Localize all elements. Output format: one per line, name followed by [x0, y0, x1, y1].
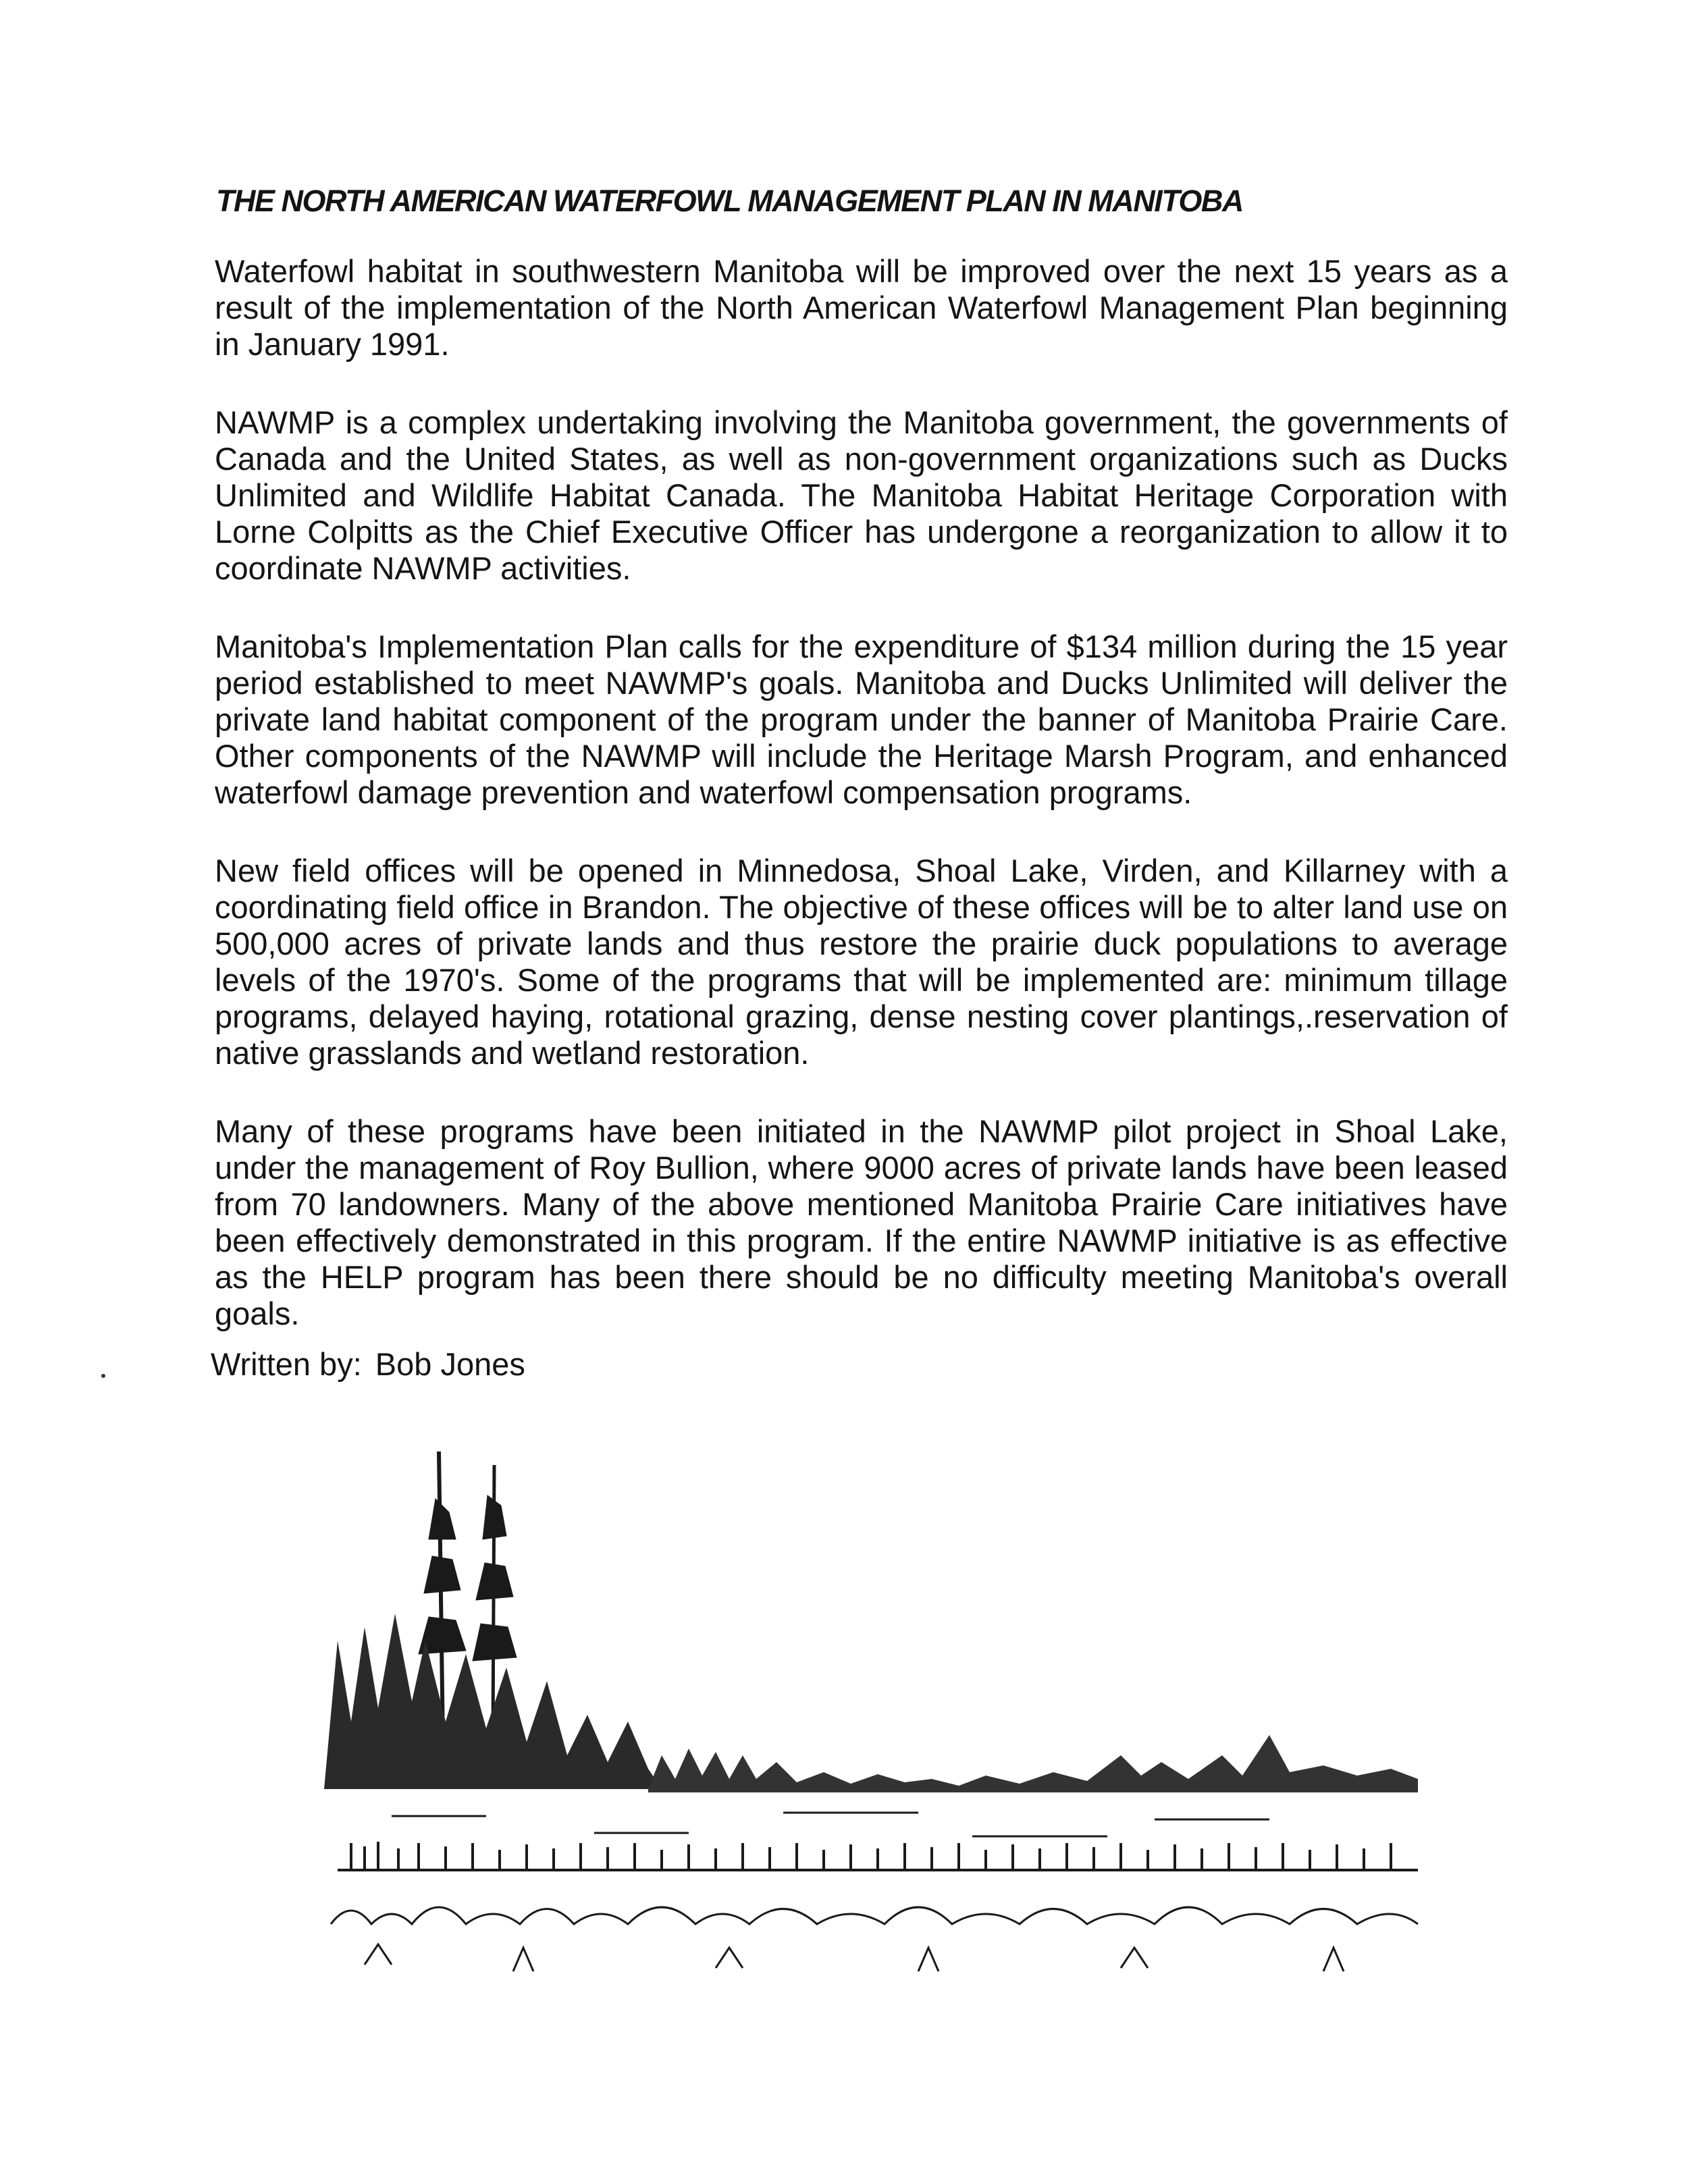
document-title: THE NORTH AMERICAN WATERFOWL MANAGEMENT PLAN IN MANITOBA: [216, 184, 1243, 218]
document-body: [215, 253, 1508, 1374]
marsh-illustration: [311, 1438, 1445, 1992]
paragraph-1: Waterfowl habitat in southwestern Manitoba will be improved over the next 15 years as a result of the implementation of the North American Waterfowl Management Plan beginning in January 1991.: [215, 253, 1508, 362]
horizon-treeline: [648, 1735, 1418, 1792]
paragraph-4: New field offices will be opened in Minnedosa, Shoal Lake, Virden, and Killarney with a coordinating field office in Brandon. The objective of these offices will be to alter land use on 500,000 acres of private lands and thus restore the prairie duck populations to average levels of the 1970's. Some of the programs that will be implemented are: minimum tillage programs, delayed haying, rotational grazing, dense nesting cover plantings,.reservation of native grasslands and wetland restoration.: [215, 853, 1508, 1071]
paragraph-2: NAWMP is a complex undertaking involving the Manitoba government, the governments of Canada and the United States, as well as non-government organizations such as Ducks Unlimited and Wildlife Habitat Canada. The Manitoba Habitat Heritage Corporation with Lorne Colpitts as the Chief Executive Officer has undergone a reorganization to allow it to coordinate NAWMP activities.: [215, 404, 1508, 586]
paragraph-3: Manitoba's Implementation Plan calls for the expenditure of $134 million during the 15 year period established to meet NAWMP's goals. Manitoba and Ducks Unlimited will deliver the private land habitat component of the program under the banner of Manitoba Prairie Care. Other components of the NAWMP will include the Heritage Marsh Program, and enhanced waterfowl damage prevention and waterfowl compensation programs.: [215, 629, 1508, 810]
paragraph-5: Many of these programs have been initiated in the NAWMP pilot project in Shoal Lake, under the management of Roy Bullion, where 9000 acres of private lands have been leased from 70 landowners. Many of the above mentioned Manitoba Prairie Care initiatives have been effectively demonstrated in this program. If the entire NAWMP initiative is as effective as the HELP program has been there should be no difficulty meeting Manitoba's overall goals.: [215, 1113, 1508, 1331]
byline-label: Written by:: [211, 1346, 362, 1382]
marsh-water: [338, 1792, 1418, 1853]
byline: [211, 1346, 525, 1383]
foreground-grass: [331, 1907, 1418, 1971]
byline-author: Bob Jones: [375, 1346, 525, 1382]
scan-speck: [101, 1374, 105, 1378]
